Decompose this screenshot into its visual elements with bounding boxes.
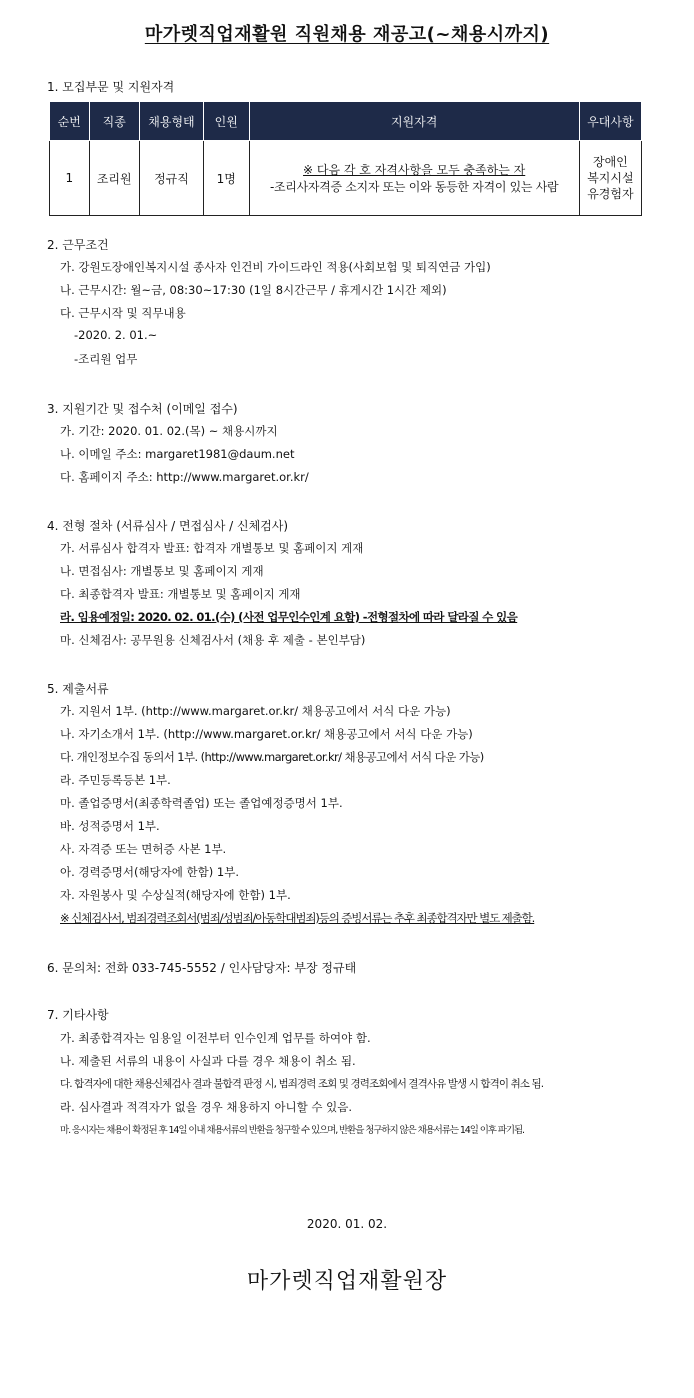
section5-item-8: 아. 경력증명서(해당자에 한함) 1부.	[60, 865, 239, 879]
section5-item-4: 라. 주민등록등본 1부.	[60, 773, 171, 787]
signer-name: 마가렛직업재활원장	[246, 1269, 448, 1294]
section2-item-1: 가. 강원도장애인복지시설 종사자 인건비 가이드라인 적용(사회보험 및 퇴직연금 가입)	[60, 260, 491, 274]
cell-job: 조리원	[89, 141, 139, 216]
section4-item-1: 가. 서류심사 합격자 발표: 합격자 개별통보 및 홈페이지 게재	[60, 541, 364, 555]
section7-item-4: 라. 심사결과 적격자가 없을 경우 채용하지 아니할 수 있음.	[60, 1100, 353, 1114]
section4-heading: 4. 전형 절차 (서류심사 / 면접심사 / 신체검사)	[47, 519, 289, 533]
preference-line-3: 유경험자	[587, 187, 634, 201]
section7-item-5: 마. 응시자는 채용이 확정된 후 14일 이내 채용서류의 반환을 청구할 수 있으며, 반환을 청구하지 않은 채용서류는 14일 이후 파기됨.	[60, 1125, 524, 1136]
cell-count: 1명	[204, 141, 249, 216]
section7-item-3: 다. 합격자에 대한 채용신체검사 결과 불합격 판정 시, 범죄경력 조회 및 경력조회에서 결격사유 발생 시 합격이 취소 됨.	[60, 1078, 544, 1090]
section5-item-9: 자. 자원봉사 및 수상실적(해당자에 한함) 1부.	[60, 888, 291, 902]
section5-note: ※ 신체검사서, 범죄경력조회서(범죄/성범죄/아동학대범죄)등의 증빙서류는 추후 최종합격자만 별도 제출함.	[60, 911, 535, 925]
section6-heading: 6. 문의처: 전화 033-745-5552 / 인사담당자: 부장 정규태	[47, 961, 357, 975]
section5-item-7: 사. 자격증 또는 면허증 사본 1부.	[60, 842, 227, 856]
section1-heading: 1. 모집부문 및 지원자격	[47, 80, 175, 94]
document-title	[0, 20, 694, 46]
section4-item-5: 마. 신체검사: 공무원용 신체검사서 (채용 후 제출 - 본인부담)	[60, 633, 366, 647]
cell-preference	[579, 141, 641, 216]
section2-heading: 2. 근무조건	[47, 238, 109, 252]
section3-item-1: 가. 기간: 2020. 01. 02.(목) ~ 채용시까지	[60, 424, 278, 438]
table-header-job: 직종	[89, 102, 139, 141]
qualification-line-1: ※ 다음 각 호 자격사항을 모두 충족하는 자	[303, 163, 526, 177]
section4-item-3: 다. 최종합격자 발표: 개별통보 및 홈페이지 게재	[60, 587, 301, 601]
section3-item-3: 다. 홈페이지 주소: http://www.margaret.or.kr/	[60, 470, 309, 484]
recruitment-table	[49, 101, 642, 216]
section7-heading: 7. 기타사항	[47, 1008, 109, 1022]
section5-item-2: 나. 자기소개서 1부. (http://www.margaret.or.kr/ 채용공고에서 서식 다운 가능)	[60, 727, 473, 741]
section3-heading: 3. 지원기간 및 접수처 (이메일 접수)	[47, 402, 238, 416]
table-row	[50, 141, 642, 216]
table-header-qualification: 지원자격	[249, 102, 579, 141]
table-header-row	[50, 102, 642, 141]
section7-item-1: 가. 최종합격자는 임용일 이전부터 인수인계 업무를 하여야 함.	[60, 1031, 371, 1045]
section4-item-4: 라. 임용예정일: 2020. 02. 01.(수) (사전 업무인수인계 요함) -전형절차에 따라 달라질 수 있음	[60, 610, 518, 624]
cell-type: 정규직	[139, 141, 203, 216]
table-header-preference: 우대사항	[579, 102, 641, 141]
document-title-text: 마가렛직업재활원 직원채용 재공고(~채용시까지)	[144, 24, 550, 45]
section7-item-2: 나. 제출된 서류의 내용이 사실과 다를 경우 채용이 취소 됨.	[60, 1054, 356, 1068]
qualification-line-2: -조리사자격증 소지자 또는 이와 동등한 자격이 있는 사람	[269, 180, 559, 194]
preference-line-2: 복지시설	[587, 171, 634, 185]
document-date: 2020. 01. 02.	[306, 1217, 388, 1231]
section5-item-5: 마. 졸업증명서(최종학력졸업) 또는 졸업예정증명서 1부.	[60, 796, 343, 810]
section3-item-2: 나. 이메일 주소: margaret1981@daum.net	[60, 447, 295, 461]
section5-heading: 5. 제출서류	[47, 682, 109, 696]
preference-line-1: 장애인	[593, 155, 628, 169]
table-header-no: 순번	[50, 102, 90, 141]
section5-item-1: 가. 지원서 1부. (http://www.margaret.or.kr/ 채용공고에서 서식 다운 가능)	[60, 704, 451, 718]
section5-item-3: 다. 개인정보수집 동의서 1부. (http://www.margaret.or.kr/ 채용공고에서 서식 다운 가능)	[60, 750, 484, 764]
section4-item-2: 나. 면접심사: 개별통보 및 홈페이지 게재	[60, 564, 264, 578]
section2-sub-1: -2020. 2. 01.~	[74, 328, 158, 342]
section2-sub-2: -조리원 업무	[74, 352, 138, 366]
cell-qualification	[249, 141, 579, 216]
cell-no: 1	[50, 141, 90, 216]
section2-item-3: 다. 근무시작 및 직무내용	[60, 306, 186, 320]
table-header-type: 채용형태	[139, 102, 203, 141]
table-header-count: 인원	[204, 102, 249, 141]
section5-item-6: 바. 성적증명서 1부.	[60, 819, 160, 833]
section2-item-2: 나. 근무시간: 월~금, 08:30~17:30 (1일 8시간근무 / 휴게시간 1시간 제외)	[60, 283, 447, 297]
